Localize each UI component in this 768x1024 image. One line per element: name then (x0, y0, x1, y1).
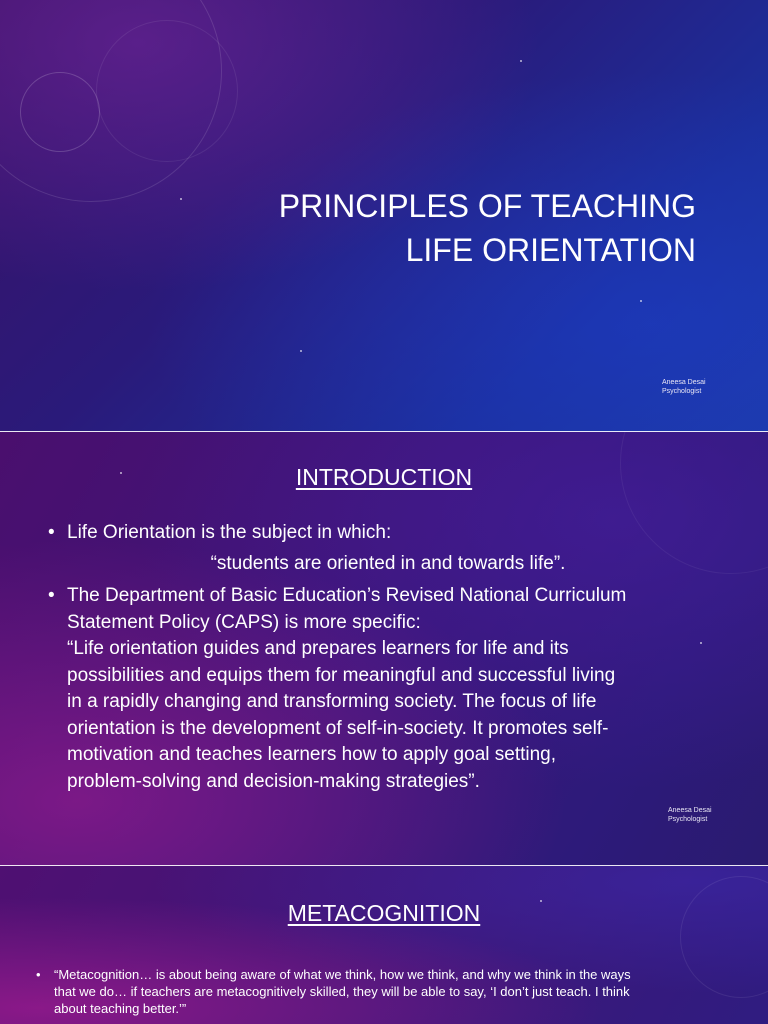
slide-heading: METACOGNITION (287, 900, 481, 926)
bullet-item (48, 583, 688, 795)
quote-line: orientation is the development of self-in-society. It promotes self- (67, 717, 609, 739)
author-credit (668, 806, 712, 824)
sparkle-dot (640, 300, 642, 302)
slide-heading: INTRODUCTION (295, 464, 473, 490)
bullet-item (36, 966, 748, 1017)
author-name: Aneesa Desai (662, 379, 706, 386)
bullet-line: about teaching better.’” (54, 1001, 187, 1016)
bullet-dot: • (48, 585, 55, 606)
quote-line: motivation and teaches learners how to apply goal setting, (67, 744, 557, 765)
centered-quote: “students are oriented in and towards life”. (210, 552, 566, 574)
bullet-line: Statement Policy (CAPS) is more specific: (67, 611, 421, 633)
bullet-item (48, 520, 688, 547)
bullet-dot: • (36, 967, 41, 982)
author-role: Psychologist (662, 388, 702, 395)
quote-line: possibilities and equips them for meaningful and successful living (67, 664, 616, 686)
decorative-circle (96, 20, 238, 162)
quote-line: in a rapidly changing and transforming society. The focus of life (67, 691, 597, 712)
sparkle-dot (520, 60, 522, 62)
sparkle-dot (700, 642, 702, 644)
bullet-text: Life Orientation is the subject in which: (67, 522, 392, 543)
sparkle-dot (300, 350, 302, 352)
quote-line: problem-solving and decision-making strategies”. (67, 770, 480, 792)
introduction-slide (0, 432, 768, 866)
title-slide (0, 0, 768, 432)
slide-content (48, 520, 688, 795)
bullet-line: that we do… if teachers are metacognitively skilled, they will be able to say, ‘I don’t just teach. I think (54, 984, 630, 999)
author-name: Aneesa Desai (668, 807, 712, 814)
bullet-line: “Metacognition… is about being aware of what we think, how we think, and why we think in the ways (54, 967, 631, 982)
sparkle-dot (180, 198, 182, 200)
metacognition-slide (0, 866, 768, 1024)
presentation-title (279, 184, 696, 272)
slide-content (36, 966, 748, 1017)
bullet-dot: • (48, 522, 55, 543)
title-line-2: LIFE ORIENTATION (405, 232, 696, 268)
bullet-line: The Department of Basic Education’s Revised National Curriculum (67, 585, 627, 606)
author-credit (662, 378, 706, 396)
author-role: Psychologist (668, 816, 708, 823)
title-line-1: PRINCIPLES OF TEACHING (278, 188, 696, 224)
quote-line: “Life orientation guides and prepares learners for life and its (67, 638, 569, 659)
decorative-circle (20, 72, 100, 152)
